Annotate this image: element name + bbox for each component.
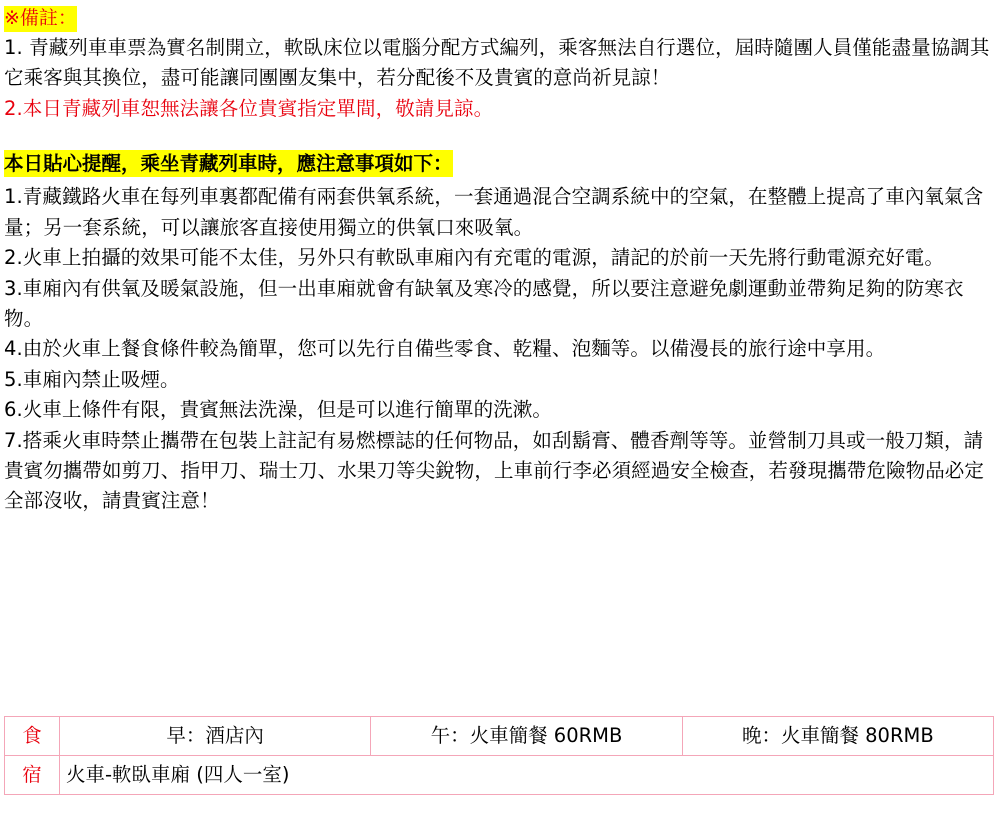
reminder-title: 本日貼心提醒，乘坐青藏列車時，應注意事項如下： [4, 150, 453, 177]
section-spacer [4, 124, 998, 150]
notes-section [4, 4, 998, 124]
reminder-title-row [4, 150, 998, 180]
note-item-1: 1. 青藏列車車票為實名制開立，軟臥床位以電腦分配方式編列，乘客無法自行選位，屆時隨團人員僅能盡量協調其它乘客與其換位，盡可能讓同團團友集中，若分配後不及貴賓的意尚祈見諒！ [4, 35, 990, 90]
reminder-item-3: 3.車廂內有供氧及暖氣設施，但一出車廂就會有缺氧及寒冷的感覺，所以要注意避免劇運動並帶夠足夠的防寒衣物。 [4, 276, 964, 331]
meal-lunch: 午：火車簡餐 60RMB [371, 717, 682, 756]
reminder-item-1: 1.青藏鐵路火車在每列車裏都配備有兩套供氧系統，一套通過混合空調系統中的空氣，在整體上提高了車內氧氣含量；另一套系統，可以讓旅客直接使用獨立的供氧口來吸氧。 [4, 185, 984, 239]
table-row-meals [5, 717, 994, 756]
reminder-section [4, 150, 998, 517]
meal-stay-table [4, 716, 994, 795]
reminder-item-6: 6.火車上條件有限，貴賓無法洗澡，但是可以進行簡單的洗漱。 [4, 398, 553, 422]
reminder-list [4, 182, 998, 516]
meal-breakfast: 早：酒店內 [60, 717, 371, 756]
table-row-stay [5, 756, 994, 795]
reminder-item-5: 5.車廂內禁止吸煙。 [4, 367, 180, 391]
note-item-2: 2.本日青藏列車恕無法讓各位貴賓指定單間，敬請見諒。 [4, 96, 494, 120]
stay-value: 火車-軟臥車廂 (四人一室) [60, 756, 994, 795]
stay-label: 宿 [5, 756, 60, 795]
reminder-item-2: 2.火車上拍攝的效果可能不太佳，另外只有軟臥車廂內有充電的電源，請記的於前一天先將行動電源充好電。 [4, 246, 945, 270]
reminder-item-4: 4.由於火車上餐食條件較為簡單，您可以先行自備些零食、乾糧、泡麵等。以備漫長的旅行途中享用。 [4, 337, 886, 361]
meal-label: 食 [5, 717, 60, 756]
notes-heading: ※備註： [4, 6, 77, 32]
reminder-item-7: 7.搭乘火車時禁止攜帶在包裝上註記有易燃標誌的任何物品，如刮鬍膏、體香劑等等。並營制刀具或一般刀類，請貴賓勿攜帶如剪刀、指甲刀、瑞士刀、水果刀等尖銳物，上車前行李必須經過安全檢查，若發現攜帶危險物品必定全部沒收，請貴賓注意！ [4, 428, 985, 513]
meal-dinner: 晚：火車簡餐 80RMB [682, 717, 993, 756]
meal-stay-table-wrapper [4, 716, 994, 795]
